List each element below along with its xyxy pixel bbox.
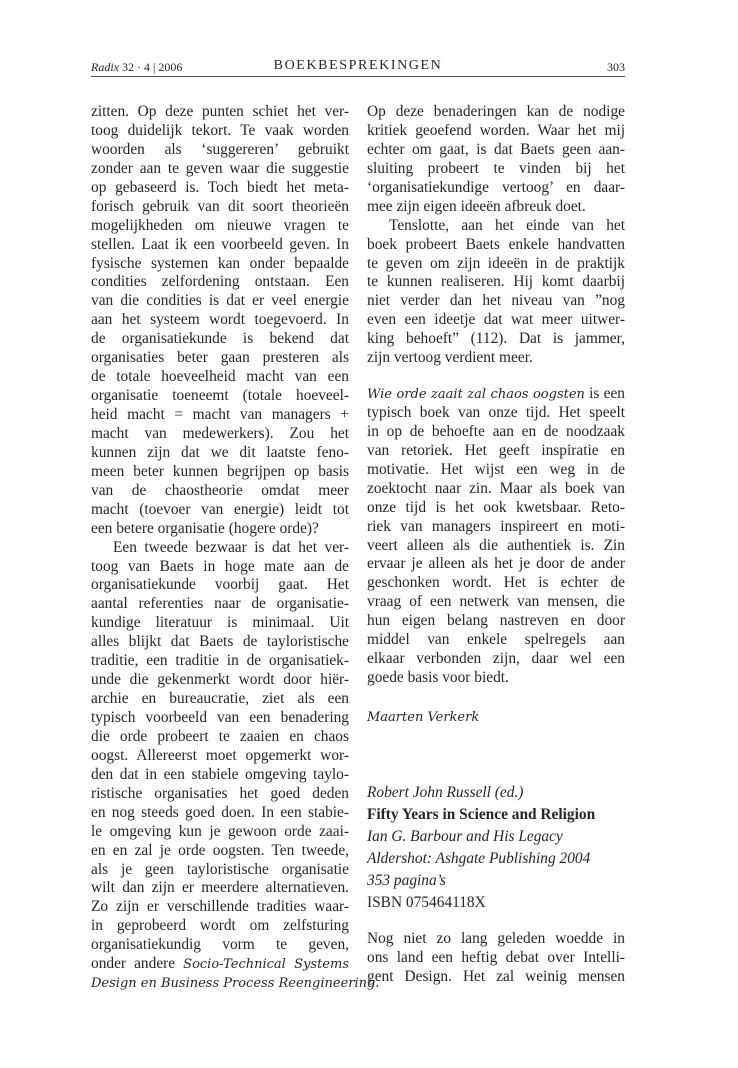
text-line: van retoriek. Het geeft inspiratie en [367, 441, 625, 459]
text-line: king behoeft” (112). Dat is jammer, [367, 330, 625, 348]
running-header [91, 58, 625, 77]
book-title-italic: Wie orde zaait zal chaos oogsten [367, 387, 585, 402]
italic-term: Socio-Technical Systems [183, 957, 349, 973]
text-line: zijn vertoog verdient meer. [367, 349, 533, 367]
text-line: goede basis voor biedt. [367, 669, 509, 687]
text-line: en en zal je orde oogsten. Ten tweede, [91, 841, 349, 859]
text-line: Op deze benaderingen kan de nodige [367, 103, 625, 120]
text-line: macht van medewerkers). Zou het [91, 424, 349, 442]
next-review-text [367, 930, 625, 987]
text-line: stellen. Laat ik een voorbeeld geven. In [91, 235, 349, 253]
text-line: den dat in een stabiele omgeving taylo- [91, 765, 349, 783]
text-line: motivatie. Het wijst een weg in de [367, 460, 625, 478]
text-line: vraag of een netwerk van mensen, die [367, 593, 625, 611]
text-line: le omgeving kun je gewoon orde zaai- [91, 822, 349, 840]
text-line: zoektocht naar zin. Maar als boek van [367, 479, 625, 497]
text-line: boek probeert Baets enkele handvatten [367, 235, 625, 253]
text-line: in geprobeerd wordt om zelfsturing [91, 917, 349, 935]
book-info [367, 782, 625, 914]
text-line: organisaties beter gaan presteren als [91, 349, 349, 367]
text-line: geschonken wordt. Het is echter de [367, 574, 625, 592]
text-line: forisch gebruik van dit soort theorieën [91, 197, 349, 215]
line: is een [589, 385, 625, 402]
text-line: zonder aan te geven waar die suggestie [91, 159, 349, 177]
text-line: riek van managers inspireert en moti- [367, 517, 625, 535]
text-line [91, 974, 380, 993]
text-line: organisatiekundig vorm te geven, [91, 936, 349, 954]
text-line: een betere organisatie (hogere orde)? [91, 519, 319, 537]
text-line: ‘organisatiekundige vertoog’ en daar- [367, 178, 625, 196]
book-title: Fifty Years in Science and Religion [367, 806, 596, 823]
text-line: ervaar je alleen als het je door de ander [367, 555, 625, 573]
text-line: en nog steeds goed doen. In een stabie- [91, 803, 349, 821]
journal-name: Radix [91, 60, 119, 74]
text-line: heid macht = macht van managers + [91, 406, 349, 423]
text-line: traditie, een traditie in de organisatiek- [91, 652, 349, 670]
book-isbn: ISBN 075464118X [367, 894, 486, 911]
text-line: mee zijn eigen ideeën afbreuk doet. [367, 197, 586, 215]
book-editor: Robert John Russell (ed.) [367, 784, 524, 801]
text-line: kunnen zijn dat we dit laatste feno- [91, 443, 349, 461]
text-line: middel van enkele spelregels aan [367, 631, 625, 649]
text-line: van die condities is dat er veel energie [91, 292, 349, 310]
left-column [91, 103, 380, 993]
section-title: BOEKBESPREKINGEN [273, 58, 443, 73]
text-line: kritiek geoefend worden. Waar het mij [367, 121, 625, 139]
text-line: alles blijkt dat Baets de tayloristische [91, 633, 349, 651]
issue-number: 32 · 4 | 2006 [122, 60, 183, 74]
text-line: te geven om zijn ideeën in de praktijk [367, 254, 625, 272]
text-line: aantal referenties naar de organisatie- [91, 595, 349, 613]
text-line: sluiting probeert te vinden bij het [367, 159, 625, 177]
text-line: Een tweede bezwaar is dat het ver- [113, 538, 349, 556]
text-line: aan het systeem wordt toegevoerd. In [91, 311, 349, 329]
text-line: organisatiekunde voorbij gaat. Het [91, 576, 349, 594]
text-line: unde die gekenmerkt wordt door hiër- [91, 671, 349, 689]
text-line: van de chaostheorie omdat meer [91, 481, 349, 499]
text-line: die orde probeert te zaaien en chaos [91, 727, 349, 745]
book-pages: 353 pagina’s [367, 872, 446, 889]
text-line: condities zelfordening ontstaan. Een [91, 273, 349, 291]
text-line: ons land een heftig debat over Intelli- [367, 948, 625, 966]
text-line: onze tijd is het ook kwetsbaar. Reto- [367, 498, 625, 516]
text-line: Zo zijn er verschillende tradities waar- [91, 898, 349, 916]
text-line: elkaar verbonden zijn, daar wel een [367, 650, 625, 668]
text-line: kundige literatuur is minimaal. Uit [91, 614, 349, 632]
text-line: de totale hoeveelheid macht van een [91, 368, 349, 386]
text-line: echter om gaat, is dat Baets geen aan- [367, 140, 625, 158]
text-line: toog duidelijk tekort. Te vaak worden [91, 121, 349, 139]
reviewer [367, 708, 625, 727]
text-line: organisatie toeneemt (totale hoeveel- [91, 387, 349, 405]
text-line: Nog niet zo lang geleden woedde in [367, 930, 625, 947]
text-line: niet verder dan het niveau van ”nog [367, 292, 625, 310]
conclusion-paragraph [367, 385, 625, 688]
text-line: typisch boek van onze tijd. Het speelt [367, 403, 625, 421]
text-line: mogelijkheden om nieuwe vragen te [91, 216, 349, 234]
right-column-top [367, 103, 625, 368]
text-line: wilt dan zijn er meerdere alternatieven. [91, 879, 349, 897]
text-line: veert alleen als die authentiek is. Zin [367, 536, 625, 554]
text-line: op gebaseerd is. Toch biedt het meta- [91, 178, 349, 196]
text-line: zitten. Op deze punten schiet het ver- [91, 103, 349, 120]
text-line: typisch voorbeeld van een benadering [91, 709, 349, 726]
reviewer-name: Maarten Verkerk [367, 710, 480, 725]
text-line: te kunnen realiseren. Hij komt daarbij [367, 273, 625, 291]
text-line: als je geen tayloristische organisatie [91, 860, 349, 878]
text-line: hun eigen belang nastreven en door [367, 612, 625, 630]
line: Design en Business Process Reengineering. [91, 976, 380, 992]
book-publisher: Aldershot: Ashgate Publishing 2004 [367, 850, 591, 867]
text-line: oogst. Allereerst moet opgemerkt wor- [91, 746, 349, 764]
text-line: ristische organisaties het goed deden [91, 784, 349, 802]
text-line: meen beter kunnen begrijpen op basis [91, 462, 349, 480]
text-line: Tenslotte, aan het einde van het [389, 216, 625, 234]
text-line: toog van Baets in hoge mate aan de [91, 557, 349, 575]
book-subtitle: Ian G. Barbour and His Legacy [367, 828, 563, 845]
text-line: gent Design. Het zal weinig mensen [367, 967, 625, 985]
text-line: fysische systemen kan onder bepaalde [91, 254, 349, 272]
text-line: in op de behoefte aan en de noodzaak [367, 422, 625, 440]
line: onder andere [91, 955, 176, 973]
text-line [91, 955, 349, 974]
text-line: even een ideetje dat wat meer uitwer- [367, 311, 625, 329]
text-line: de organisatiekunde is bekend dat [91, 330, 349, 348]
text-line: woorden als ‘suggereren’ gebruikt [91, 140, 349, 158]
text-line: archie en bureaucratie, ziet als een [91, 690, 349, 708]
text-line: macht (toevoer van energie) leidt tot [91, 500, 349, 518]
page-number: 303 [607, 60, 625, 74]
